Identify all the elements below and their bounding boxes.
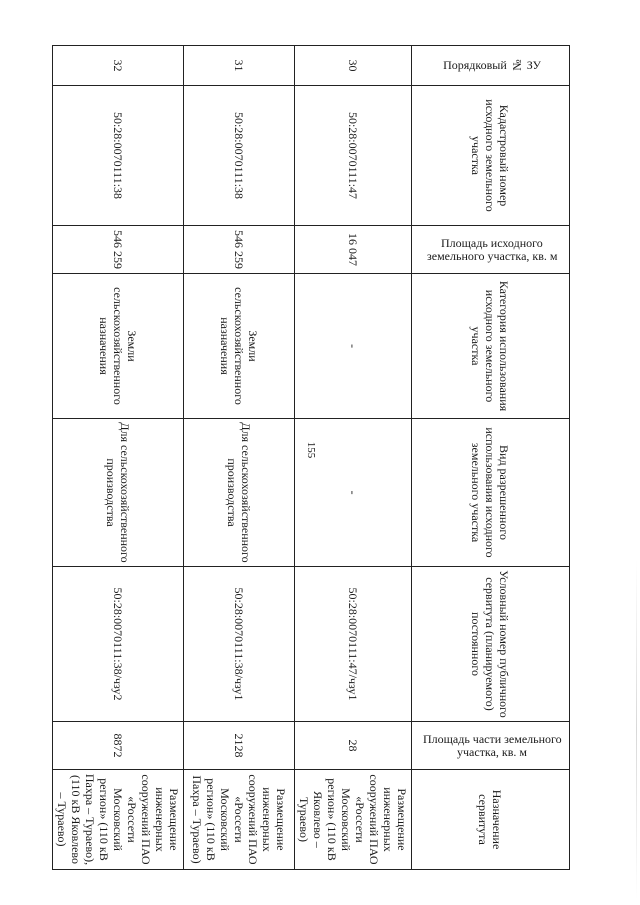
servitude-table [52, 45, 570, 870]
cell-conditional-number: 50:28:0070111:38/чзу1 [184, 567, 295, 722]
table-row [295, 46, 412, 870]
header-cadastral: Кадастровый номер исходного земельного участка [412, 86, 570, 226]
header-conditional-number: Условный номер публичного сервитута (планируемого) постоянного [412, 567, 570, 722]
header-num-text: Порядковый № ЗУ [443, 58, 541, 72]
cell-part-area: 8872 [53, 722, 184, 770]
cell-source-area: 546 259 [53, 226, 184, 274]
page-number: 155 [305, 441, 317, 459]
cell-num: 32 [53, 46, 184, 86]
header-source-area-text: Площадь исходного земельного участка, кв. м [426, 235, 558, 263]
table-row [184, 46, 295, 870]
cell-permitted-use: Для сельскохозяйственного производства [53, 419, 184, 567]
cell-conditional-number: 50:28:0070111:47/чзу1 [295, 567, 412, 722]
cell-category: Земли сельскохозяйственного назначения [184, 274, 295, 419]
header-purpose: Назначение сервитута [412, 770, 570, 870]
cell-cadastral: 50:28:0070111:47 [295, 86, 412, 226]
cell-source-area: 546 259 [184, 226, 295, 274]
header-source-area [412, 226, 570, 274]
header-part-area-text: Площадь части земельного участка, кв. м [422, 731, 562, 759]
cell-cadastral: 50:28:0070111:38 [184, 86, 295, 226]
rotated-table-container [55, 45, 570, 869]
cell-conditional-number: 50:28:0070111:38/чзу2 [53, 567, 184, 722]
cell-category: Земли сельскохозяйственного назначения [53, 274, 184, 419]
cell-source-area: 16 047 [295, 226, 412, 274]
cell-permitted-use: Для сельскохозяйственного производства [184, 419, 295, 567]
cell-cadastral: 50:28:0070111:38 [53, 86, 184, 226]
table-row [53, 46, 184, 870]
cell-purpose: Размещение инженерных сооружений ПАО «Россети Московский регион» (110 кВ Пахра – Тураево), (110 кВ Яковлево – Тураево) [53, 770, 184, 870]
cell-num: 30 [295, 46, 412, 86]
header-category: Категория использования исходного земельного участка [412, 274, 570, 419]
cell-permitted-use: - [295, 419, 412, 567]
scan-edge-mark [636, 560, 637, 900]
header-part-area [412, 722, 570, 770]
cell-purpose: Размещение инженерных сооружений ПАО «Россети Московский регион» (110 кВ Яковлево – Тураево) [295, 770, 412, 870]
cell-part-area: 2128 [184, 722, 295, 770]
servitude-table-wrapper [55, 45, 570, 869]
cell-part-area: 28 [295, 722, 412, 770]
cell-category: - [295, 274, 412, 419]
cell-purpose: Размещение инженерных сооружений ПАО «Россети Московский регион» (110 кВ Пахра – Тураево) [184, 770, 295, 870]
cell-num: 31 [184, 46, 295, 86]
table-header-row [412, 46, 570, 870]
header-permitted-use: Вид разрешенного использования исходного земельного участка [412, 419, 570, 567]
header-num [412, 46, 570, 86]
